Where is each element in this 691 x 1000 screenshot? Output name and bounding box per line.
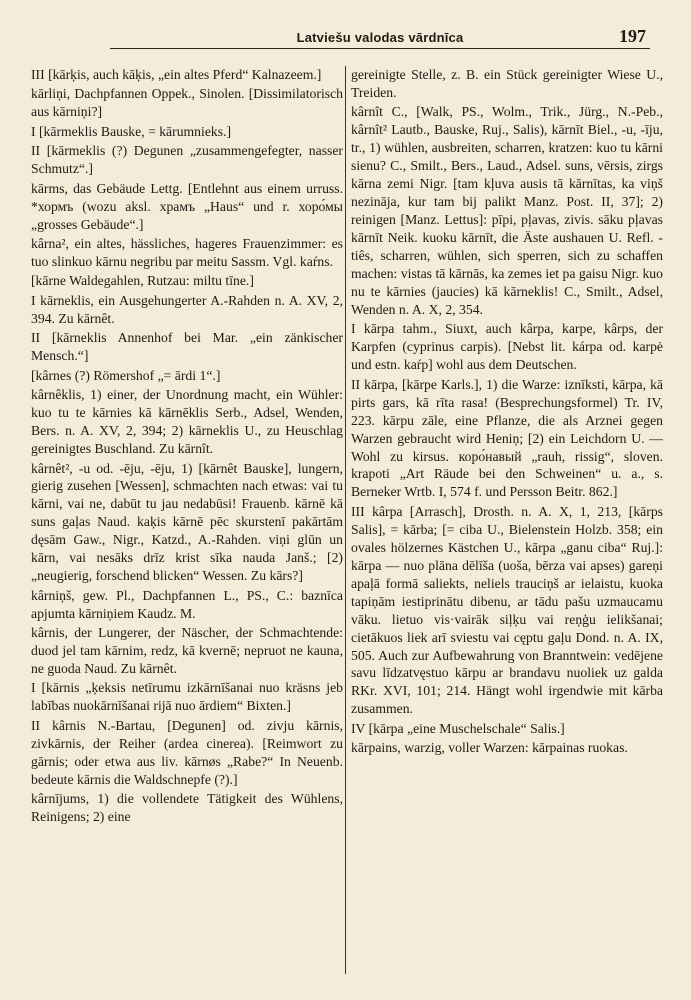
page-number: 197 bbox=[619, 26, 646, 46]
running-title: Latviešu valodas vārdnīca bbox=[296, 30, 464, 45]
dictionary-entry: II [kārneklis Annenhof bei Mar. „ein zänkischer Mensch.“] bbox=[31, 330, 343, 364]
dictionary-entry: kârnis, der Lungerer, der Näscher, der Schmachtende: duod jel tam kārnim, redz, kā kvernē; nepruot ne kauna, ne guoda Naud. Zu kārnêt. bbox=[31, 625, 343, 676]
dictionary-entry: kārliņi, Dachpfannen Oppek., Sinolen. [Dissimilatorisch aus kārniņi?] bbox=[31, 86, 343, 120]
dictionary-entry: I kārneklis, ein Ausgehungerter A.-Rahden n. A. XV, 2, 394. Zu kārnêt. bbox=[31, 292, 343, 326]
dictionary-entry: II kārpa, [kārpe Karls.], 1) die Warze: iznīksti, kārpa, kā pirts gars, kā rīta rasa! (Besprechungsformel) Tr. IV, 223. kārpu zāle, eine Pflanze, die als Arznei gegen Warzen gebraucht wird Heniņ; [2) ein Leichdorn U. — Wohl zu kirsus. коро́навый „rauh, rissig“, sloven. krapoti „Art Räude bei den Schweinen“ u. a., s. Berneker Wrtb. I, 574 f. und Persson Beitr. 862.] bbox=[351, 376, 663, 500]
dictionary-entry: IV [kārpa „eine Muschelschale“ Salis.] bbox=[351, 720, 565, 736]
dictionary-entry: III kârpa [Arrasch], Drosth. n. A. X, 1, 213, [kārps Salis], = kārba; [= ciba U., Bielenstein Holzb. 358; ein ovales hölzernes Kästchen U., kārpa „ganu ciba“ Ruj.]: kārpa — nuo plāna dēlīša (uoša, bērza vai apses) gareņi apaļā formā saliekts, neliels trauciņš ar ielaistu, kuoka tapiņām iestiprinātu dibenu, ar tādu pašu uzmaucamu vāku. lietuo vis·vairāk siļķu vai reņģu ielikšanai; cietākuos liek arī sviestu vai cęptu gaļu Dond. n. A. IX, 505. Auch zur Aufbewahrung von Branntwein: vedējene savu līdzatvęstuo kārpu ar brandavu nuoliek uz galda RKr. XVI, 101; 214. Hängt wohl irgendwie mit kārba zusammen. bbox=[351, 503, 663, 717]
dictionary-entry: III [kārķis, auch kāķis, „ein altes Pferd“ Kalnazeem.] bbox=[31, 67, 322, 82]
dictionary-entry: I kārpa tahm., Siuxt, auch kârpa, karpe, kârps, der Karpfen (cyprinus carpis). [Nebst lit. kárpa od. karpė und estn. kaŕp] wohl aus dem Deutschen. bbox=[351, 321, 663, 373]
dictionary-entry: II [kārmeklis (?) Degunen „zusammengefegter, nasser Schmutz“.] bbox=[31, 143, 343, 177]
right-column bbox=[351, 66, 663, 984]
dictionary-entry: I [kārmeklis Bauske, = kārumnieks.] bbox=[31, 123, 232, 139]
dictionary-entry: [kârnes (?) Römershof „= ārdi 1“.] bbox=[31, 367, 221, 383]
column-divider bbox=[345, 66, 346, 974]
dictionary-entry: I [kārnis „ķeksis netīrumu izkārnīšanai nuo kräsns jeb labības nuokārnīšanai rijā nuo ārdiem“ Bixten.] bbox=[31, 680, 343, 714]
dictionary-entry: kârnījums, 1) die vollendete Tätigkeit des Wühlens, Reinigens; 2) eine bbox=[31, 791, 343, 825]
dictionary-entry: [kārne Waldegahlen, Rutzau: miltu tīne.] bbox=[31, 273, 254, 289]
dictionary-entry: kârnêt², -u od. -ēju, -ēju, 1) [kārnêt Bauske], lungern, gierig zusehen [Wessen], schmachten nach etwas: vai tu kārni, vai ne, dabūt tu jau nedabūsi! Frauenb. kārnē kā suns gaļas Naud. kaķis kārnē pēc skurstenī pakārtām dęsām Gaw., Nigr., Katzd., A.-Rahden. viņi glūn un kārn, vai nesāks drīz krist sīka nauda Janš.; [2) „neugierig, forschend blicken“ Wessen. Zu kārs?] bbox=[31, 460, 343, 584]
dictionary-entry: kārpains, warzig, voller Warzen: kārpainas ruokas. bbox=[351, 740, 628, 756]
dictionary-entry: kârna², ein altes, hässliches, hageres Frauenzimmer: es tuo slinkuo kārnu negribu par meitu Sassm. Vgl. kaŕns. bbox=[31, 236, 343, 270]
dictionary-entry: kârnêklis, 1) einer, der Unordnung macht, ein Wühler: kuo tu te kārnies kā kārnēklis Serb., Adsel, Wenden, Bers. n. A. XV, 2, 394; 2) kārneklis U., zu Heuschlag gereinigtes Buschland. Zu kārnît. bbox=[31, 387, 343, 457]
dictionary-entry: kârniņš, gew. Pl., Dachpfannen L., PS., C.: baznīca apjumta kārniņiem Kaudz. M. bbox=[31, 587, 343, 621]
left-column bbox=[31, 66, 343, 984]
dictionary-entry: kārms, das Gebäude Lettg. [Entlehnt aus einem urruss. *хормъ (wozu aksl. храмъ „Haus“ und r. хоро́мы „grosses Gebäude“.] bbox=[31, 180, 343, 232]
dictionary-entry: kârnît C., [Walk, PS., Wolm., Trik., Jürg., N.-Peb., kârnît² Lautb., Bauske, Ruj., Salis), kārnīt Biel., -u, -īju, tr., 1) wühlen, ausbreiten, scharren, kratzen: kuo tu kārni sienu? C., Smilt., Bers., Laud., Adsel. suns, vērsis, zirgs kārna zemi Nigr. [tam kļuva ausis tā kārnītas, ka viņš nezināja, kur tam bij palikt Manz. Post. II, 37]; 2) reinigen [Manz. Lettus]: pīpi, pļavas, zivis. sāku pļavas kārnīt Neik. kuoku kārnīt, die Äste aushauen U. Refl. -tiês, scharren, wühlen, sich sperren, sich zu schaffen machen: vistas tā kārnās, ka zemes iet pa gaisu Nigr. kuo nu te kārnies (jaucies) kā kārneklis! C., Smilt., Adsel, Wenden n. A. X, 2, 354. bbox=[351, 104, 663, 317]
dictionary-entry: II kârnis N.-Bartau, [Degunen] od. zivju kārnis, zivkārnis, der Reiher (ardea cinerea). [Reimwort zu gārnis; oder etwa aus liv. kārnøs „Rabe?“ In Neuenb. bedeute kārnis die Waldschnepfe (?).] bbox=[31, 717, 343, 787]
page-header bbox=[110, 26, 650, 49]
dictionary-entry: gereinigte Stelle, z. B. ein Stück gereinigter Wiese U., Treiden. bbox=[351, 67, 663, 100]
